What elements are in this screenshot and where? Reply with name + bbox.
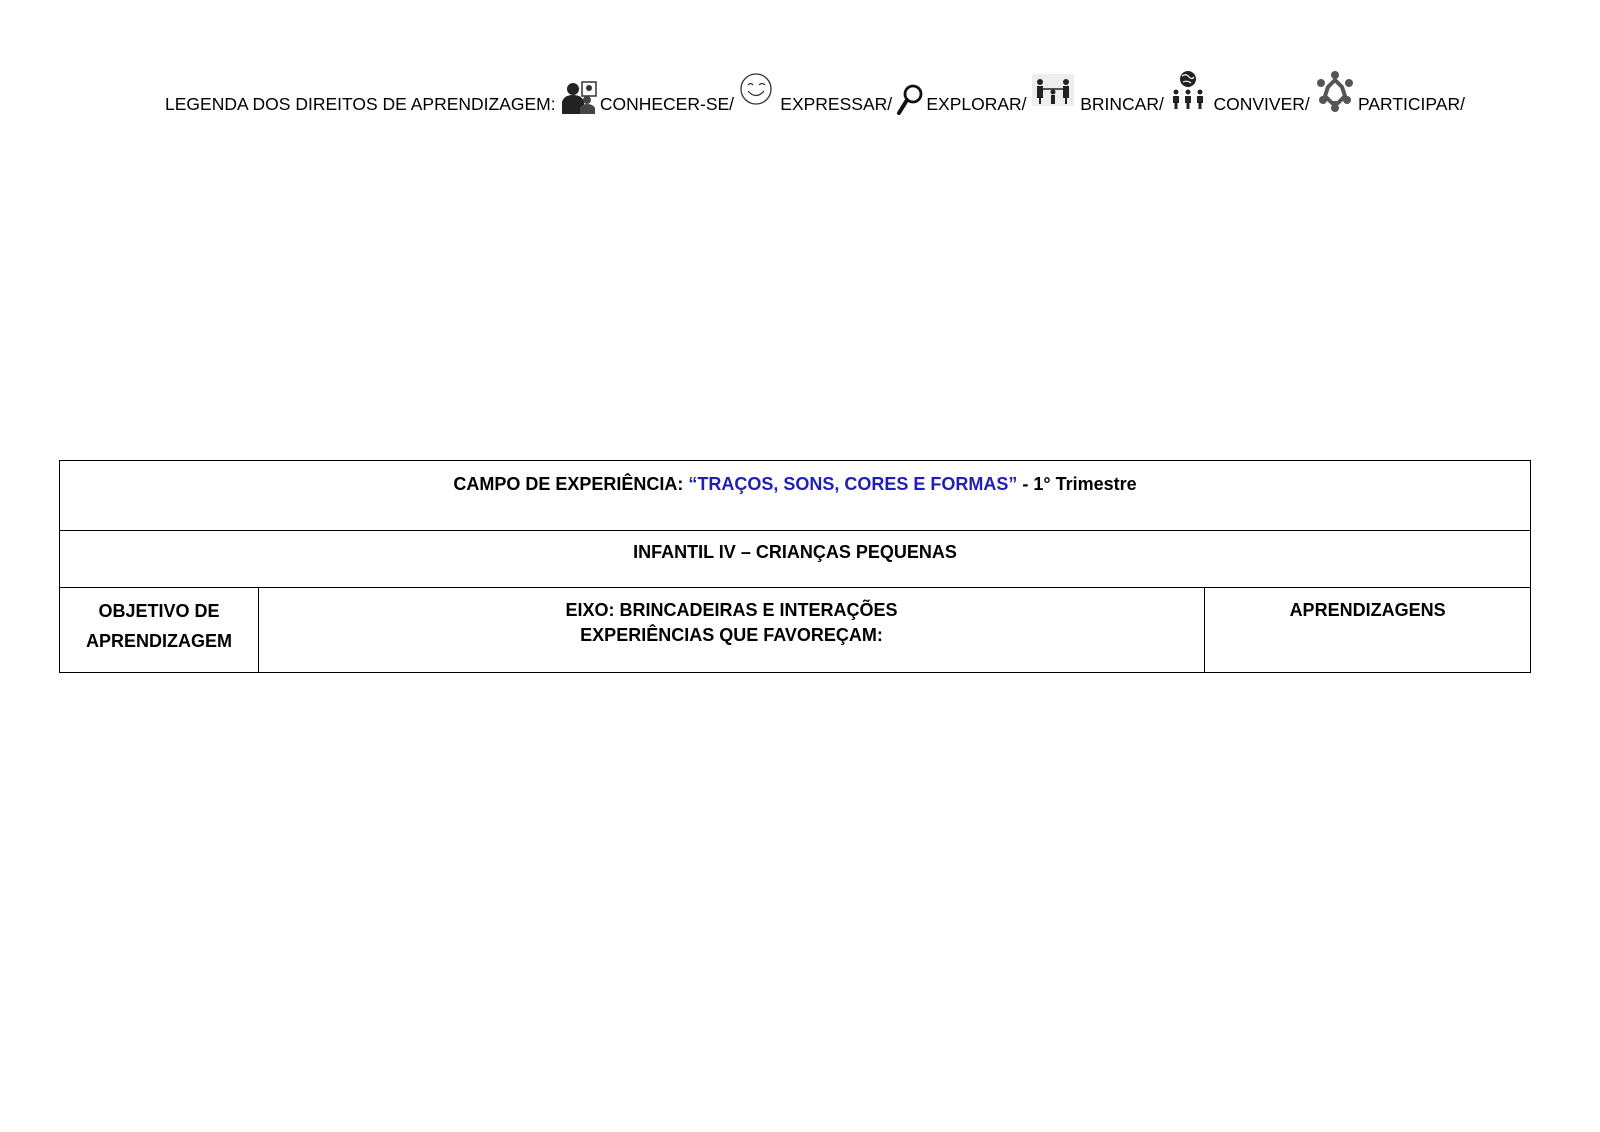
eixo-line1: EIXO: BRINCADEIRAS E INTERAÇÕES [565,600,898,620]
people-mirror-icon [560,80,598,116]
legend-label-explorar: EXPLORAR/ [926,94,1027,114]
magnifying-glass-icon [896,84,924,116]
children-playing-icon [1032,74,1074,106]
campo-prefix: CAMPO DE EXPERIÊNCIA: [453,474,689,494]
campo-suffix: - 1° Trimestre [1017,474,1137,494]
smiley-face-icon [738,72,774,106]
legend-label-conhecer: CONHECER-SE/ [599,94,735,114]
legend-bar [165,66,1465,116]
legend-label-brincar: BRINCAR/ [1080,94,1164,114]
infantil-row [60,531,1531,588]
legend-prefix: LEGENDA DOS DIREITOS DE APRENDIZAGEM: [165,94,556,114]
planning-table [59,460,1531,673]
eixo-line2: EXPERIÊNCIAS QUE FAVOREÇAM: [580,625,883,645]
infantil-label: INFANTIL IV – CRIANÇAS PEQUENAS [633,542,957,562]
legend-item-conhecer [560,80,734,116]
legend-label-participar: PARTICIPAR/ [1358,94,1465,114]
eixo-header [258,588,1204,673]
legend-item-participar [1314,70,1465,116]
legend-label-conviver: CONVIVER/ [1213,94,1310,114]
legend-item-brincar [1032,74,1164,116]
family-globe-icon [1169,70,1207,110]
header-row [60,588,1531,673]
people-circle-icon [1314,70,1356,112]
infantil-cell [60,531,1531,588]
objetivo-line2: APRENDIZAGEM [85,631,232,651]
campo-cell [60,461,1531,531]
legend-item-conviver [1169,70,1309,116]
campo-row [60,461,1531,531]
aprendizagens-label: APRENDIZAGENS [1289,600,1446,620]
legend-item-explorar [896,84,1026,116]
objetivo-line1: OBJETIVO DE [98,601,220,621]
legend-item-expressar [738,72,892,116]
campo-title: “TRAÇOS, SONS, CORES E FORMAS” [688,474,1018,494]
objetivo-header [60,588,259,673]
aprendizagens-header [1205,588,1531,673]
legend-label-expressar: EXPRESSAR/ [780,94,893,114]
